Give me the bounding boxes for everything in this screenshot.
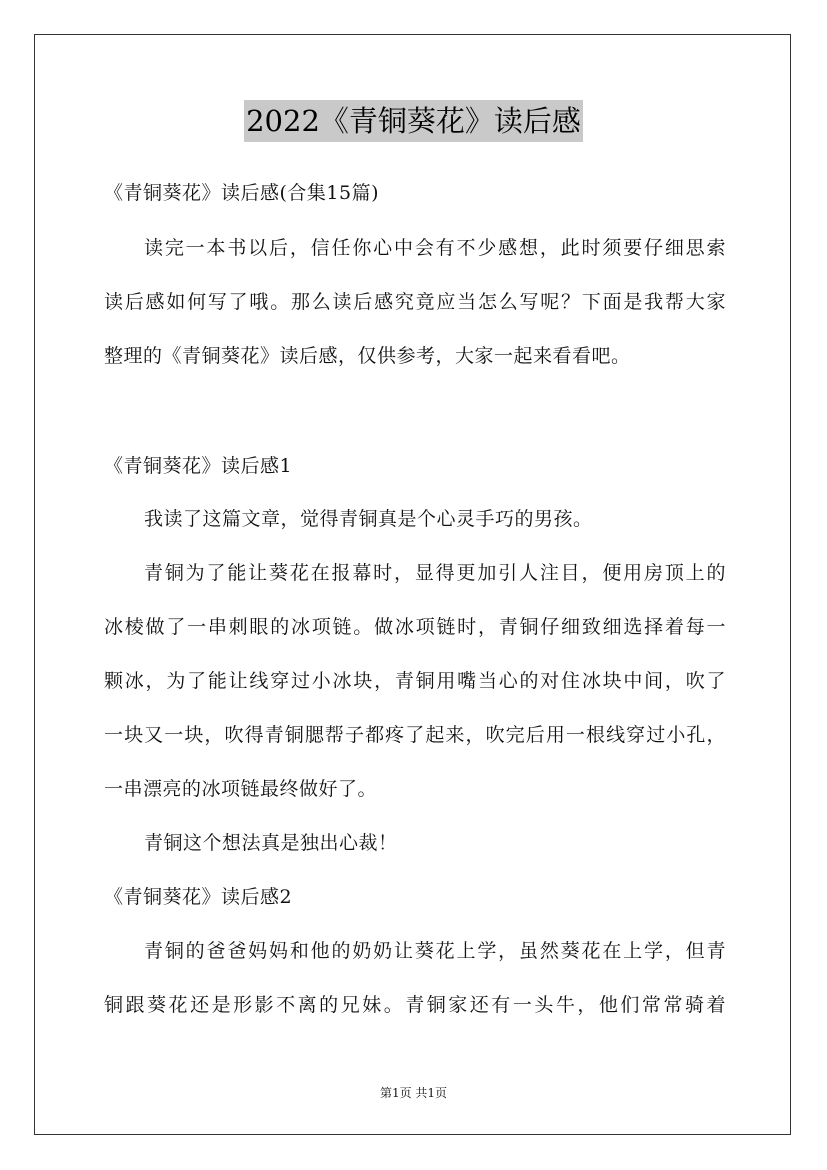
- intro-line-2: 读后感如何写了哦。那么读后感究竟应当怎么写呢？下面是我帮大家: [104, 291, 726, 313]
- intro-line-3: 整理的《青铜葵花》读后感，仅供参考，大家一起来看看吧。: [104, 345, 631, 367]
- section1-para2-line-2: 冰棱做了一串刺眼的冰项链。做冰项链时，青铜仔细致细选择着每一: [104, 616, 726, 638]
- intro-line-1: 读完一本书以后，信任你心中会有不少感想，此时须要仔细思索: [144, 237, 726, 259]
- section1-para2-line-1: 青铜为了能让葵花在报幕时，显得更加引人注目，便用房顶上的: [144, 562, 726, 584]
- section1-para2-line-5: 一串漂亮的冰项链最终做好了。: [104, 778, 378, 800]
- title-wrap: [0, 100, 827, 142]
- section2-para1-line-2: 铜跟葵花还是形影不离的兄妹。青铜家还有一头牛，他们常常骑着: [104, 994, 726, 1016]
- section2-heading: 《青铜葵花》读后感2: [104, 886, 293, 908]
- document-title: 2022《青铜葵花》读后感: [244, 100, 583, 142]
- page-footer: 第1页 共1页: [379, 1086, 448, 1100]
- document-subtitle: 《青铜葵花》读后感(合集15篇): [104, 182, 380, 204]
- section2-para1-line-1: 青铜的爸爸妈妈和他的奶奶让葵花上学，虽然葵花在上学，但青: [144, 940, 726, 962]
- section1-para2-line-3: 颗冰，为了能让线穿过小冰块，青铜用嘴当心的对住冰块中间，吹了: [104, 670, 726, 692]
- section1-para3: 青铜这个想法真是独出心裁！: [144, 832, 398, 854]
- section1-para2-line-4: 一块又一块，吹得青铜腮帮子都疼了起来，吹完后用一根线穿过小孔，: [104, 724, 726, 746]
- section1-para1: 我读了这篇文章，觉得青铜真是个心灵手巧的男孩。: [144, 508, 593, 530]
- section1-heading: 《青铜葵花》读后感1: [104, 455, 293, 477]
